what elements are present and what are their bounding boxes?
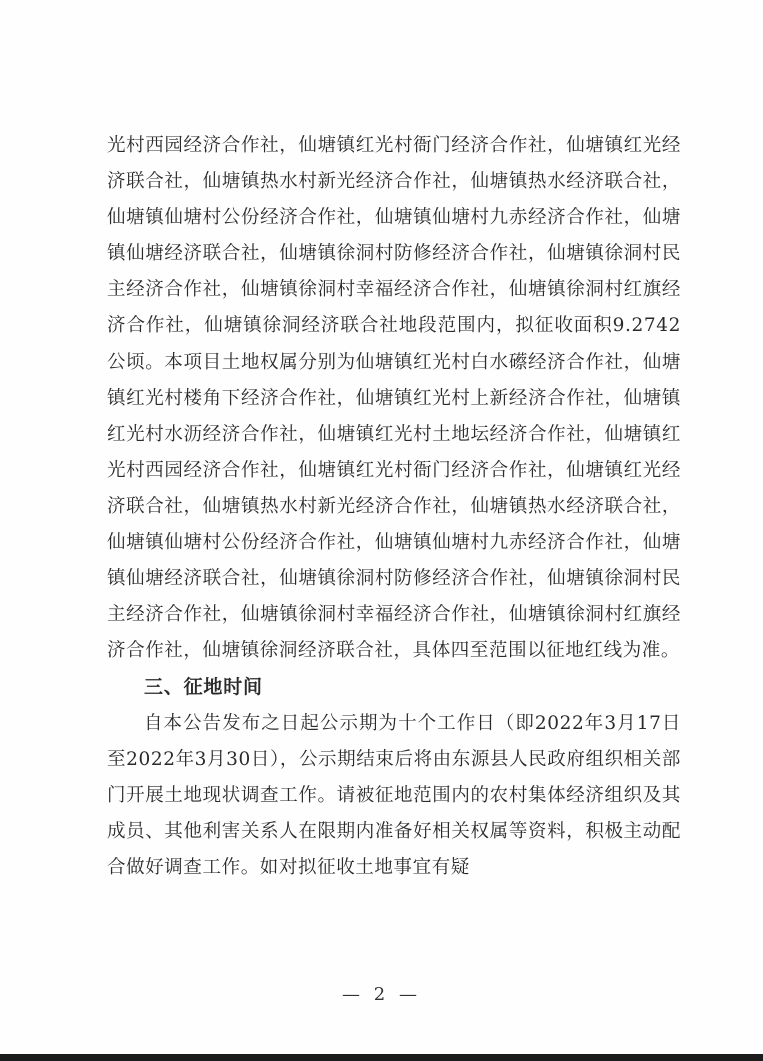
section-heading: 三、征地时间 bbox=[144, 676, 263, 699]
paragraph-continuation: 光村西园经济合作社，仙塘镇红光村衙门经济合作社，仙塘镇红光经济联合社，仙塘镇热水村新光经济合作社，仙塘镇热水经济联合社，仙塘镇仙塘村公份经济合作社，仙塘镇仙塘村九赤经济合作社，仙塘镇仙塘经济联合社，仙塘镇徐洞村防修经济合作社，仙塘镇徐洞村民主经济合作社，仙塘镇徐洞村幸福经济合作社，仙塘镇徐洞村红旗经济合作社，仙塘镇徐洞经济联合社地段范围内，拟征收面积9.2742公顷。本项目土地权属分别为仙塘镇红光村白水礤经济合作社，仙塘镇红光村楼角下经济合作社，仙塘镇红光村上新经济合作社，仙塘镇红光村水沥经济合作社，仙塘镇红光村土地坛经济合作社，仙塘镇红光村西园经济合作社，仙塘镇红光村衙门经济合作社，仙塘镇红光经济联合社，仙塘镇热水村新光经济合作社，仙塘镇热水经济联合社，仙塘镇仙塘村公份经济合作社，仙塘镇仙塘村九赤经济合作社，仙塘镇仙塘经济联合社，仙塘镇徐洞村防修经济合作社，仙塘镇徐洞村民主经济合作社，仙塘镇徐洞村幸福经济合作社，仙塘镇徐洞村红旗经济合作社，仙塘镇徐洞经济联合社，具体四至范围以征地红线为准。 bbox=[107, 135, 681, 662]
page-number: — 2 — bbox=[342, 984, 421, 1005]
scan-edge-bar bbox=[0, 1054, 763, 1061]
document-body bbox=[107, 128, 681, 886]
section-paragraph: 自本公告发布之日起公示期为十个工作日（即2022年3月17日至2022年3月30日），公示期结束后将由东源县人民政府组织相关部门开展土地现状调查工作。请被征地范围内的农村集体经济组织及其成员、其他利害关系人在限期内准备好相关权属等资料，积极主动配合做好调查工作。如对拟征收土地事宜有疑 bbox=[107, 712, 681, 878]
